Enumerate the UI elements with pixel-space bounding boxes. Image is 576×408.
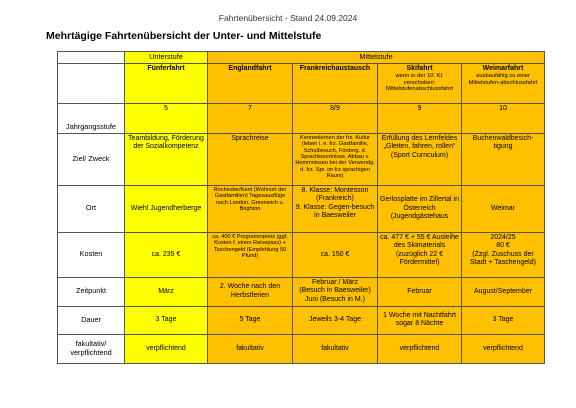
cell-weimar: Weimar bbox=[462, 185, 545, 232]
trip-name: Fünferfahrt bbox=[147, 64, 185, 72]
empty-header-cell bbox=[58, 63, 125, 103]
cell-fuenfer: verpflichtend bbox=[125, 334, 208, 363]
trip-header-row bbox=[58, 63, 545, 103]
trip-header-weimar bbox=[462, 63, 545, 103]
cell-fuenfer: Wiehl Jugendherberge bbox=[125, 185, 208, 232]
row-fakultativ bbox=[58, 334, 545, 363]
trip-table bbox=[57, 51, 545, 364]
cell-weimar bbox=[462, 232, 545, 277]
row-ort bbox=[58, 185, 545, 232]
zeitpunkt-line: Februar / März bbox=[312, 278, 358, 286]
row-label: Zeitpunkt bbox=[58, 277, 125, 306]
row-label: Ziel/ Zweck bbox=[58, 133, 125, 185]
cell-england: 7 bbox=[208, 103, 293, 133]
row-dauer bbox=[58, 306, 545, 334]
cell-ski: 1 Woche mit Nachtfahrt sogar 8 Nächte bbox=[378, 306, 462, 334]
cell-england: fakultativ bbox=[208, 334, 293, 363]
cell-england: ca. 400 € Programmpreis (ggf. Kosten f. einen Reisepass) + Taschengeld (Empfehlung 50 Pfund) bbox=[208, 232, 293, 277]
page-title: Mehrtägige Fahrtenübersicht der Unter- und Mittelstufe bbox=[46, 30, 322, 42]
row-label: Ort bbox=[58, 185, 125, 232]
cell-ski: verpflichtend bbox=[378, 334, 462, 363]
cell-ski: Erfüllung des Lernfeldes „Gleiten, fahren, rollen“ (Sport Curriculum) bbox=[378, 133, 462, 185]
cell-ski: Gerlosplatte im Zillertal in Österreich (Jugendgästehaus bbox=[378, 185, 462, 232]
trip-header-fuenfer bbox=[125, 63, 208, 103]
cell-fuenfer: 3 Tage bbox=[125, 306, 208, 334]
cell-frankreich: Kennenlernen der frz. Kultur (leben i. e. frz. Gastfamilie, Schulbesuch, Förderg. d. Sprachkenntnisse, Abbau v. Hemmnissen bei der Verwendg. d. frz. Spr. im frz.sprachigen Raum) bbox=[293, 133, 378, 185]
cell-frankreich: Jeweils 3-4 Tage bbox=[293, 306, 378, 334]
cell-frankreich: 8/9 bbox=[293, 103, 378, 133]
row-zeitpunkt bbox=[58, 277, 545, 306]
cell-frankreich: fakultativ bbox=[293, 334, 378, 363]
cell-weimar: Buchenwaldbesich-tigung bbox=[462, 133, 545, 185]
row-ziel bbox=[58, 133, 545, 185]
cell-ski: ca. 477 € + 55 € Ausleihe des Skimaterials (zuzüglich 22 € Fördermittel) bbox=[378, 232, 462, 277]
cell-ski: Februar bbox=[378, 277, 462, 306]
row-label: Kosten bbox=[58, 232, 125, 277]
cell-fuenfer: ca. 235 € bbox=[125, 232, 208, 277]
cell-england: 5 Tage bbox=[208, 306, 293, 334]
cell-weimar: verpflichtend bbox=[462, 334, 545, 363]
cell-weimar: August/September bbox=[462, 277, 545, 306]
trip-name: Skifahrt bbox=[406, 64, 433, 72]
cell-frankreich: ca. 150 € bbox=[293, 232, 378, 277]
ort-line: 8. Klasse: Montesson (Frankreich) bbox=[301, 186, 369, 203]
kosten-line: (Zzgl. Zuschuss der Stadt + Taschengeld) bbox=[470, 250, 536, 266]
cell-ski: 9 bbox=[378, 103, 462, 133]
group-mittelstufe: Mittelstufe bbox=[208, 52, 545, 64]
ort-line: 9. Klasse: Gegen-besuch in Baesweiler bbox=[295, 203, 375, 219]
empty-corner-cell bbox=[58, 52, 125, 64]
zeitpunkt-line: Juni (Besuch in M.) bbox=[305, 295, 365, 303]
kosten-line: 2024/25 bbox=[490, 233, 516, 241]
cell-england: Sprachreise bbox=[208, 133, 293, 185]
trip-header-england bbox=[208, 63, 293, 103]
zeitpunkt-line: (Besuch in Baesweiler) bbox=[299, 287, 371, 295]
trip-name: Englandfahrt bbox=[228, 64, 272, 72]
cell-frankreich bbox=[293, 185, 378, 232]
row-label: Dauer bbox=[58, 306, 125, 334]
group-header-row bbox=[58, 52, 545, 64]
cell-fuenfer: März bbox=[125, 277, 208, 306]
trip-name: Frankreichaustausch bbox=[299, 64, 371, 72]
row-kosten bbox=[58, 232, 545, 277]
cell-weimar: 10 bbox=[462, 103, 545, 133]
trip-name: Weimarfahrt bbox=[482, 64, 524, 72]
trip-header-frankreich bbox=[293, 63, 378, 103]
trip-note: wenn in der 10. Kl. verschoben: Mittelstufenabschlussfahrt bbox=[385, 73, 454, 93]
trip-note: ausbaufähig zu einer Mittelstufen-abschlussfahrt bbox=[468, 73, 538, 86]
cell-fuenfer: Teambildung, Förderung der Sozialkompetenz bbox=[125, 133, 208, 185]
trip-header-ski bbox=[378, 63, 462, 103]
cell-fuenfer: 5 bbox=[125, 103, 208, 133]
cell-weimar: 3 Tage bbox=[462, 306, 545, 334]
header-label: Fahrtenübersicht - Stand 24.09.2024 bbox=[218, 13, 358, 23]
kosten-line: 80 € bbox=[496, 242, 510, 250]
group-unterstufe: Unterstufe bbox=[125, 52, 208, 64]
cell-england: 2. Woche nach den Herbstferien bbox=[208, 277, 293, 306]
cell-frankreich bbox=[293, 277, 378, 306]
row-jahrgang bbox=[58, 103, 545, 133]
cell-england: Rochester/Kent (Wohnort der Gastfamilien) Tagesausflüge nach London, Greenwich u. Brighton bbox=[208, 185, 293, 232]
row-label: fakultativ/ verpflichtend bbox=[58, 334, 125, 363]
row-label: Jahrgangsstufe bbox=[58, 103, 125, 133]
